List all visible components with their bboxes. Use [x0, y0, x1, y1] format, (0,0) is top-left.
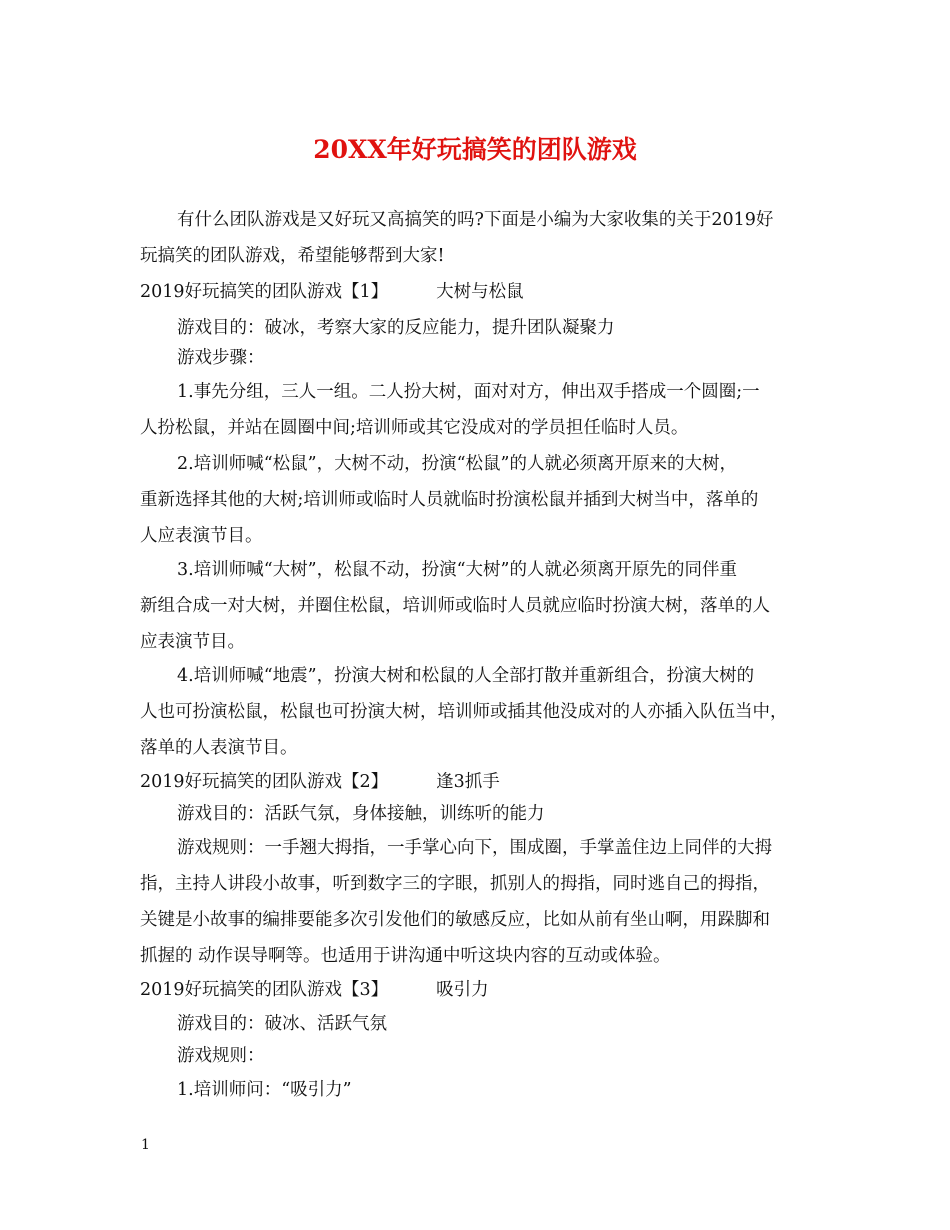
section-1-step-2-line-2: 重新选择其他的大树;培训师或临时人员就临时扮演松鼠并插到大树当中，落单的 [140, 490, 759, 510]
section-2-rules-line-2: 指，主持人讲段小故事，听到数字三的字眼，抓别人的拇指，同时逃自己的拇指， [140, 874, 770, 894]
section-3-heading [140, 977, 489, 1003]
section-1-heading [140, 279, 524, 305]
section-1-step-3-line-3: 应表演节目。 [140, 632, 245, 652]
intro-line-2: 玩搞笑的团队游戏，希望能够帮到大家! [140, 246, 445, 266]
section-2-heading [140, 769, 500, 795]
section-1-step-1-line-2: 人扮松鼠，并站在圆圈中间;培训师或其它没成对的学员担任临时人员。 [140, 418, 689, 438]
section-3-purpose: 游戏目的：破冰、活跃气氛 [177, 1014, 387, 1034]
section-3-step-1: 1.培训师问：“吸引力” [177, 1080, 352, 1100]
section-1-step-4-line-1: 4.培训师喊“地震”，扮演大树和松鼠的人全部打散并重新组合，扮演大树的 [177, 666, 755, 686]
section-2-rules-line-3: 关键是小故事的编排要能多次引发他们的敏感反应，比如从前有坐山啊，用跺脚和 [140, 910, 770, 930]
section-2-game-name: 逢3抓手 [436, 772, 500, 792]
section-1-heading-text: 2019好玩搞笑的团队游戏【1】 [140, 282, 389, 302]
section-3-heading-text: 2019好玩搞笑的团队游戏【3】 [140, 980, 389, 1000]
document-title: 20XX年好玩搞笑的团队游戏 [313, 135, 637, 164]
section-1-game-name: 大树与松鼠 [436, 282, 524, 302]
section-2-rules-line-4: 抓握的 动作误导啊等。也适用于讲沟通中听这块内容的互动或体验。 [140, 946, 671, 966]
section-3-rules-label: 游戏规则： [177, 1046, 265, 1066]
page-number: 1 [141, 1137, 150, 1153]
section-1-step-4-line-2: 人也可扮演松鼠，松鼠也可扮演大树，培训师或插其他没成对的人亦插入队伍当中， [140, 702, 788, 722]
section-1-purpose: 游戏目的：破冰，考察大家的反应能力，提升团队凝聚力 [177, 318, 615, 338]
section-1-step-4-line-3: 落单的人表演节目。 [140, 738, 298, 758]
section-1-steps-label: 游戏步骤： [177, 348, 265, 368]
section-1-step-3-line-1: 3.培训师喊“大树”，松鼠不动，扮演“大树”的人就必须离开原先的同伴重 [177, 560, 737, 580]
section-1-step-1-line-1: 1.事先分组，三人一组。二人扮大树，面对对方，伸出双手搭成一个圆圈;一 [177, 382, 760, 402]
section-2-heading-text: 2019好玩搞笑的团队游戏【2】 [140, 772, 389, 792]
section-3-game-name: 吸引力 [436, 980, 489, 1000]
section-2-purpose: 游戏目的：活跃气氛，身体接触，训练听的能力 [177, 804, 545, 824]
intro-line-1: 有什么团队游戏是又好玩又高搞笑的吗?下面是小编为大家收集的关于2019好 [177, 210, 774, 230]
section-1-step-2-line-3: 人应表演节目。 [140, 526, 263, 546]
section-2-rules-line-1: 游戏规则：一手翘大拇指，一手掌心向下，围成圈，手掌盖住边上同伴的大拇 [177, 838, 772, 858]
section-1-step-3-line-2: 新组合成一对大树，并圈住松鼠，培训师或临时人员就应临时扮演大树，落单的人 [140, 596, 770, 616]
section-1-step-2-line-1: 2.培训师喊“松鼠”，大树不动，扮演“松鼠”的人就必须离开原来的大树， [177, 454, 737, 474]
